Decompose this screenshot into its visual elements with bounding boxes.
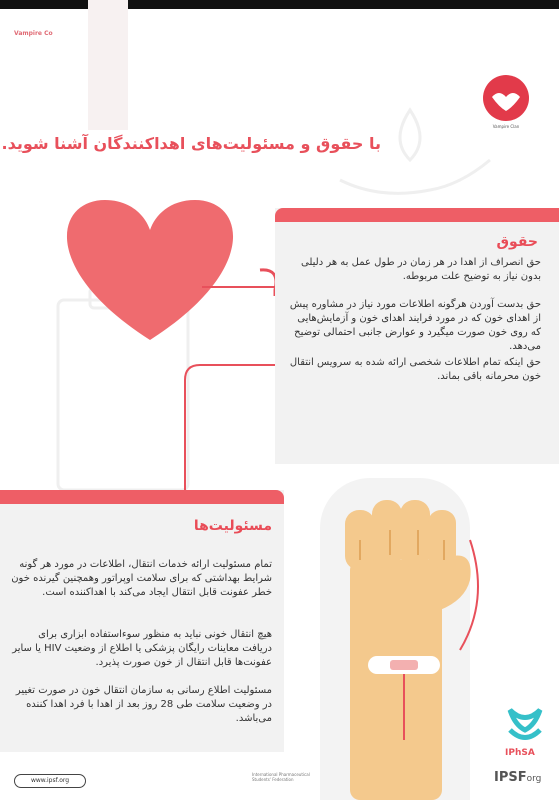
responsibilities-panel-header xyxy=(0,490,284,504)
responsibilities-paragraph-3: مسئولیت اطلاع رسانی به سازمان انتقال خون در صورت تغییر در وضعیت سلامت طی 28 روز بعد از اهدا با فرد اهدا کننده می‌باشد. xyxy=(15,685,272,724)
rights-paragraph-1: حق انصراف از اهدا در هر زمان در طول عمل به هر دلیلی بدون نیاز به توضیح علت مربوطه. xyxy=(301,257,541,282)
responsibilities-paragraph-1: تمام مسئولیت ارائه خدمات انتقال، اطلاعات در مورد هر گونه شرایط بهداشتی که برای سلامت اوپراتور وهمچنین گیرنده خون خطر عفونت قابل انتقال ایجاد می‌کند با اهداکننده است. xyxy=(11,559,272,598)
brand-label: Vampire Co xyxy=(14,30,53,37)
website-link[interactable]: www.ipsf.org xyxy=(14,774,86,788)
federation-logo-label: International Pharmaceutical Students' Federation xyxy=(252,772,310,782)
iphsa-logo-icon xyxy=(500,700,550,752)
rights-paragraph-3: حق اینکه تمام اطلاعات شخصی ارائه شده به سرویس انتقال خون محرمانه باقی بماند. xyxy=(289,357,541,382)
ipsf-org-label xyxy=(494,770,541,785)
page-title: با حقوق و مسئولیت‌های اهداکنندگان آشنا شوید. xyxy=(1,134,381,153)
org-suffix: org xyxy=(526,774,542,784)
responsibilities-paragraph-2: هیچ انتقال خونی نباید به منظور سوءاستفاده ابزاری برای دریافت معاینات رایگان پزشکی یا اطلاع از وضعیت HIV یا سایر عفونت‌ها قابل انتقال از خون صورت پذیرد. xyxy=(12,629,272,668)
rights-paragraph-2: حق بدست آوردن هرگونه اطلاعات مورد نیاز در مشاوره پیش از اهدای خون که در مورد فرایند اهدای خون و آزمایش‌هایی که روی خون صورت میگیرد و عوارض جانبی احتمالی توضیح می‌دهد. xyxy=(289,299,541,352)
rights-title: حقوق xyxy=(496,234,538,250)
iphsa-label: IPhSA xyxy=(505,748,535,758)
responsibilities-title: مسئولیت‌ها xyxy=(193,518,272,534)
ipsf-label: IPSF xyxy=(494,770,527,785)
logo-caption: Vampire Clan xyxy=(492,124,520,129)
